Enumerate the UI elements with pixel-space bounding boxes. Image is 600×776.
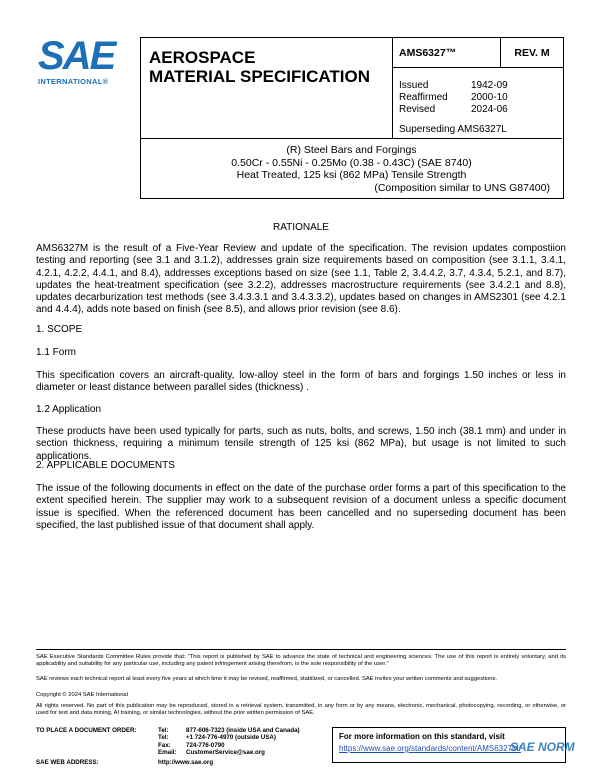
footer-copyright: Copyright © 2024 SAE International — [36, 692, 128, 698]
footer-review: SAE reviews each technical report at least every five years at which time it may be revised, reaffirmed, stabilized, or cancelled. SAE invites your written comments and suggestions. — [36, 676, 497, 682]
date-value: 1942-09 — [471, 80, 508, 91]
spec-title-line2: MATERIAL SPECIFICATION — [149, 67, 370, 86]
subject-line: Heat Treated, 125 ksi (862 MPa) Tensile Strength — [236, 169, 467, 181]
logo-text: SAE — [38, 34, 115, 78]
documents-text: The issue of the following documents in effect on the date of the purchase order forms a part of this specification to the extent specified herein. The supplier may work to a subsequent revision of a document unless a specific document issue is specified. When the referenced document has been cancelled and no superseding document has been specified, the last published issue of that document shall apply. — [36, 483, 566, 531]
web-address-row — [36, 759, 213, 766]
web-label: SAE WEB ADDRESS: — [36, 759, 99, 766]
watermark: SAE NORM — [510, 740, 575, 754]
date-list — [399, 80, 549, 116]
section-documents-heading: 2. APPLICABLE DOCUMENTS — [36, 460, 175, 471]
contact-key: Tel: — [158, 727, 169, 734]
contact-email[interactable]: CustomerService@sae.org — [186, 749, 265, 757]
rationale-heading: RATIONALE — [273, 222, 329, 233]
subject-line: 0.50Cr - 0.55Ni - 0.25Mo (0.38 - 0.43C) (SAE 8740) — [231, 156, 472, 169]
date-row — [399, 80, 549, 92]
logo-subtext: INTERNATIONAL® — [38, 77, 109, 86]
form-text: This specification covers an aircraft-quality, low-alloy steel in the form of bars and forgings 1.50 inches or less in diameter or least distance between parallel sides (thickness) . — [36, 370, 566, 394]
spec-header-table — [140, 37, 564, 199]
date-value: 2000-10 — [471, 92, 508, 103]
spec-title-line1: AEROSPACE — [149, 48, 256, 67]
subject-line: (R) Steel Bars and Forgings — [286, 144, 417, 156]
date-label: Reaffirmed — [399, 92, 448, 103]
footer-rights: All rights reserved. No part of this publication may be reproduced, stored in a retrieval system, transmitted, in any form or by any means, electronic, mechanical, photocopying, recording, or otherwise, or used for text and data mining, AI training, or similar technologies, without the prior written permission of SAE. — [36, 703, 566, 716]
date-row — [399, 92, 549, 104]
rationale-text: AMS6327M is the result of a Five-Year Review and update of the specification. The revision updates compostiion testing and reporting (see 3.1 and 3.1.2), addresses grain size requirements based on composition (see 3.1.1, 3.4.1, 4.2.1, 4.2.2, 4.4.1, and 8.4), addresses exceptions based on size (see 1.1, Table 2, 3.4.4.2, 3.7, 4.3.4, 5.2.1, and 8.7), updates the heat-treatment specification (see 3.2.2), addresses macrostructure requirements (see 3.4.2.1 and 8.8), updates decarburization test methods (see 3.4.3.3.1 and 3.4.3.3.2), updates based on changes in AMS2301 (see 4.2.1 and 4.4.4), adds note based on finish (see 8.5), and allows prior revision (see 8.6). — [36, 243, 566, 316]
contact-value: 877-606-7323 (inside USA and Canada) — [186, 727, 300, 734]
section-form-heading: 1.1 Form — [36, 347, 77, 358]
more-info-title: For more information on this standard, visit — [339, 732, 505, 741]
date-label: Revised — [399, 104, 436, 115]
date-value: 2024-06 — [471, 104, 508, 115]
contact-key: Tel: — [158, 734, 169, 742]
subject-line: (Composition similar to UNS G87400) — [374, 181, 550, 194]
sae-logo — [38, 36, 124, 88]
superseding-note: Superseding AMS6327L — [399, 124, 507, 135]
contact-key: Email: — [158, 749, 177, 757]
web-address-link[interactable]: http://www.sae.org — [158, 759, 214, 766]
date-row — [399, 104, 549, 116]
order-label: TO PLACE A DOCUMENT ORDER: — [36, 727, 137, 734]
spec-subject — [141, 144, 562, 194]
footer-divider — [36, 649, 566, 650]
order-contact-block — [36, 727, 300, 757]
contact-value: 724-776-0790 — [186, 741, 225, 749]
spec-title-cell — [141, 38, 393, 138]
section-scope-heading: 1. SCOPE — [36, 324, 83, 335]
header-divider — [141, 138, 562, 139]
contact-key: Fax: — [158, 741, 171, 749]
standard-url-link[interactable]: https://www.sae.org/standards/content/AMS6327M/ — [339, 744, 521, 753]
date-label: Issued — [399, 80, 429, 91]
contact-value: +1 724-776-4970 (outside USA) — [186, 734, 276, 742]
footer-rules: SAE Executive Standards Committee Rules provide that: “This report is published by SAE to advance the state of technical and engineering sciences. The use of this report is entirely voluntary, and its applicability and suitability for any particular use, including any patent infringement arising therefrom, is the sole responsibility of the user.” — [36, 654, 566, 667]
doc-number: AMS6327™ — [393, 38, 501, 68]
application-text: These products have been used typically for parts, such as nuts, bolts, and screws, 1.50 inch (38.1 mm) and under in section thickness, requiring a minimum tensile strength of 125 ksi (862 MPa), but usage is not limited to such applications. — [36, 426, 566, 462]
section-application-heading: 1.2 Application — [36, 404, 102, 415]
revision-label: REV. M — [501, 38, 563, 68]
